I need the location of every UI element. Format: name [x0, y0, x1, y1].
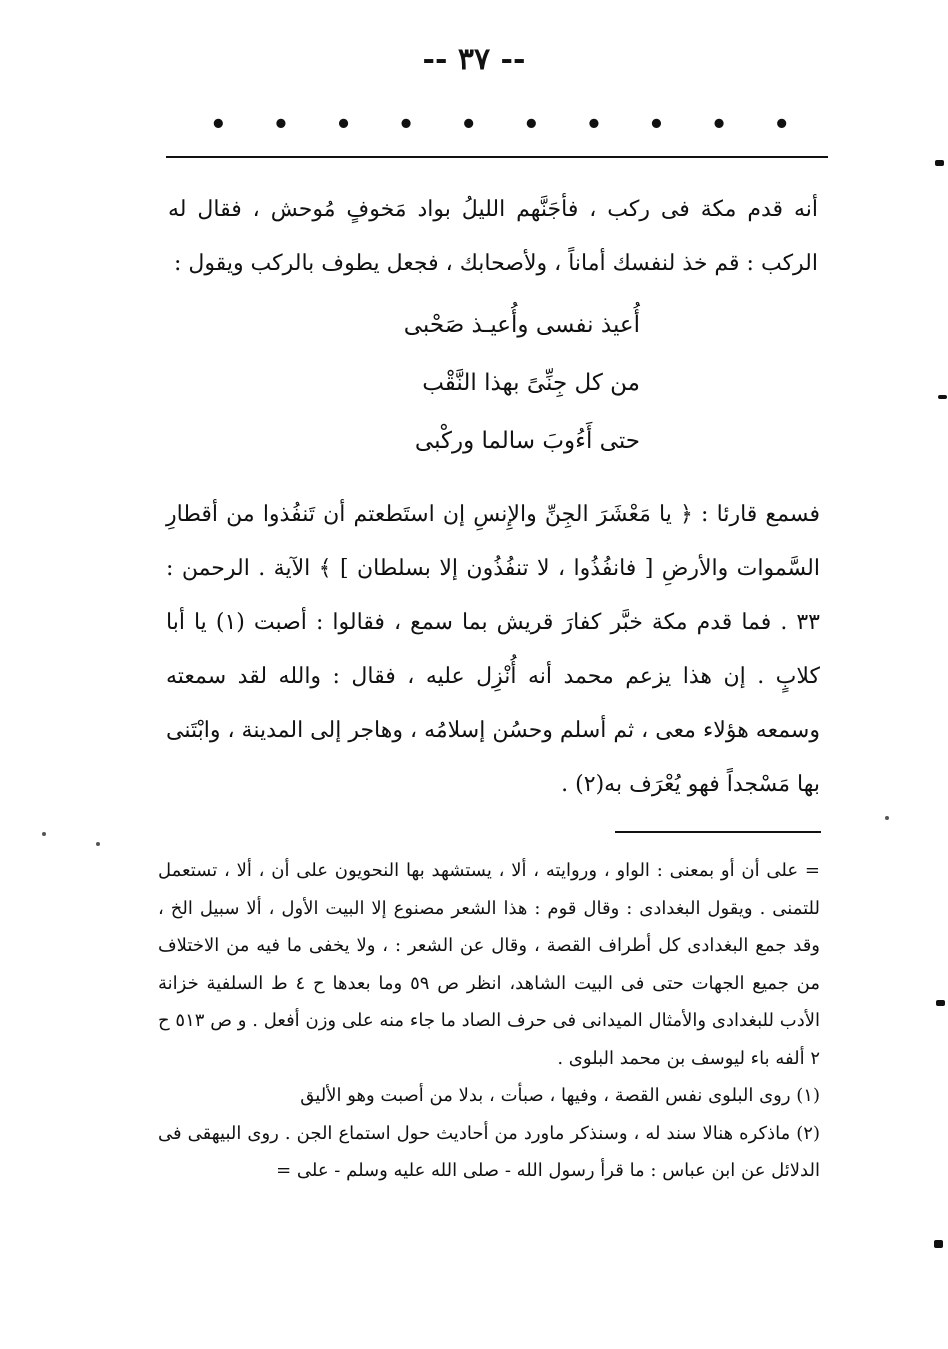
verse-line: حتى أَءُوبَ سالما وركْبى	[414, 428, 640, 454]
ornament-dot: •	[210, 110, 227, 140]
ornament-dot: •	[648, 110, 665, 140]
margin-mark	[936, 1000, 945, 1006]
poem-verses	[330, 296, 640, 470]
scan-speck	[885, 816, 889, 820]
page-number: -- ٣٧ --	[422, 42, 526, 77]
footnotes	[158, 852, 820, 1190]
ornament-dot: •	[773, 110, 790, 140]
ornament-dot: •	[460, 110, 477, 140]
verse-line: من كل جِنِّىً بهذا النَّقْب	[422, 370, 640, 396]
margin-mark	[934, 1240, 943, 1248]
footnote-rule	[615, 831, 821, 833]
header-rule	[166, 156, 828, 158]
footnote-2: (٢) ماذكره هنالا سند له ، وسنذكر ماورد من أحاديث حول استماع الجن . روى البيهقى فى الدلائل عن ابن عباس : ما قرأ رسول الله - صلى الله عليه وسلم - على =	[158, 1122, 820, 1181]
margin-mark	[938, 395, 947, 399]
ornament-dot: •	[585, 110, 603, 140]
footnote-continuation: = على أن أو بمعنى : الواو ، وروايته ، ألا ، يستشهد بها النحويون على أن ، ألا ، تستعمل للتمنى . ويقول البغدادى : وقال قوم : هذا الشعر مصنوع إلا البيت الأول ، ألا سبيل الخ ، وقد جمع البغدادى كل أطراف القصة ، وقال عن الشعر : ، ولا يخفى ما فيه من الاختلاف من جميع الجهات حتى فى البيت الشاهد، انظر ص ٥٩ وما بعدها ح ٤ ط السلفية خزانة الأدب للبغدادى والأمثال الميدانى فى حرف الصاد ما جاء منه على وزن أفعل . و ص ٥١٣ ح ٢ ألفه باء ليوسف بن محمد البلوى .	[158, 860, 821, 1069]
ornament-dots	[210, 110, 790, 140]
scan-speck	[42, 832, 46, 836]
margin-mark	[935, 160, 944, 166]
scan-speck	[96, 842, 100, 846]
ornament-dot: •	[272, 110, 290, 140]
ornament-dot: •	[522, 110, 540, 140]
paragraph-story: فسمع قارئا : ﴿ يا مَعْشَرَ الجِنِّ والإِنسِ إن استَطعتم أن تَنفُذوا من أقطارِ السَّموات والأرضِ [ فانفُذُوا ، لا تنفُذُون إلا بسلطان ] ﴾ الآية . الرحمن : ٣٣ . فما قدم مكة خبَّر كفارَ قريش بما سمع ، فقالوا : أصبت (١) يا أبا كلابٍ . إن هذا يزعم محمد أنه أُنْزِل عليه ، فقال : والله لقد سمعته وسمعه هؤلاء معى ، ثم أسلم وحسُن إسلامُه ، وهاجر إلى المدينة ، وابْتَنى بها مَسْجداً فهو يُعْرَف به(٢) .	[165, 502, 820, 797]
paragraph-intro: أنه قدم مكة فى ركب ، فأجَنَّهم الليلُ بواد مَخوفٍ مُوحش ، فقال له الركب : قم خذ لنفسك أماناً ، ولأصحابك ، فجعل يطوف بالركب ويقول :	[168, 197, 818, 276]
verse-line: أُعيذ نفسى وأُعيـذ صَحْبى	[403, 312, 640, 338]
ornament-dot: •	[710, 110, 728, 140]
ornament-dot: •	[397, 110, 415, 140]
ornament-dot: •	[335, 110, 352, 140]
footnote-1: (١) روى البلوى نفس القصة ، وفيها ، صبأت ، بدلا من أصبت وهو الأليق	[300, 1085, 820, 1106]
